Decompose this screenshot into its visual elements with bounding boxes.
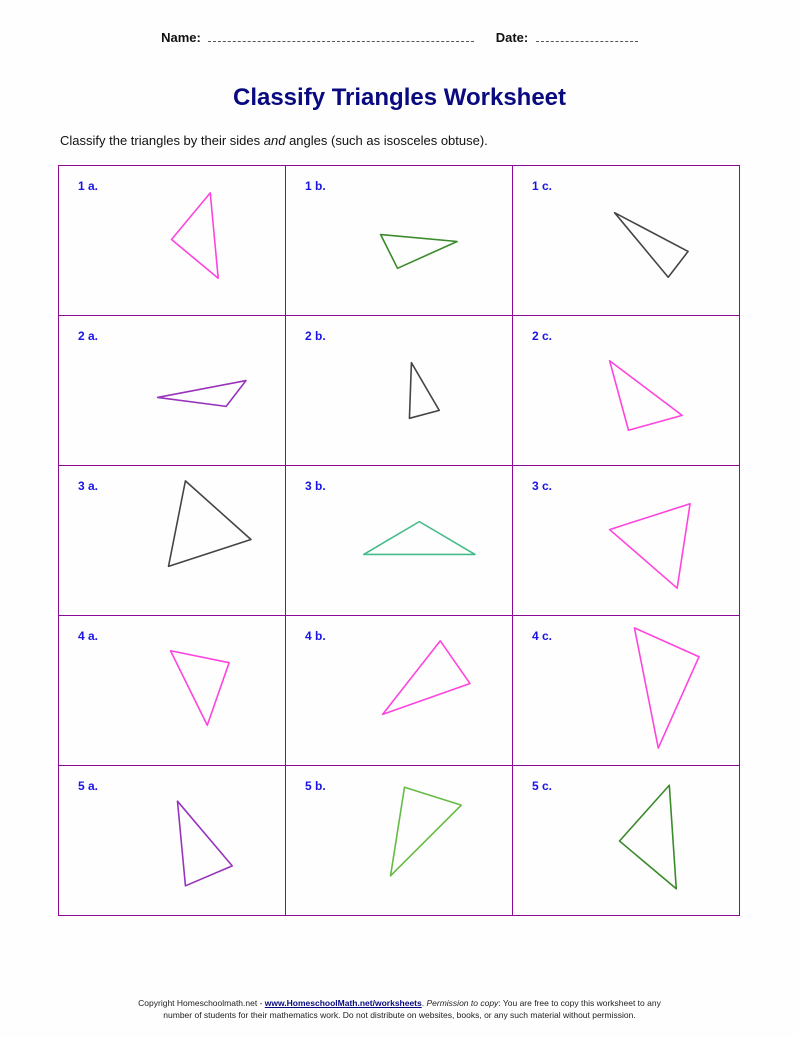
problem-grid — [58, 165, 740, 916]
problem-cell — [59, 616, 286, 766]
page-title: Classify Triangles Worksheet — [232, 84, 567, 111]
problem-label: 5 c. — [532, 779, 553, 793]
problem-cell — [513, 466, 739, 616]
problem-cell — [513, 316, 739, 466]
problem-label: 4 a. — [78, 629, 99, 643]
problem-cell — [286, 166, 513, 316]
triangle-figure — [286, 166, 512, 315]
problem-cell — [286, 616, 513, 766]
problem-label: 3 b. — [305, 479, 326, 493]
problem-cell — [59, 766, 286, 916]
copyright-text: Copyright Homeschoolmath.net - — [138, 998, 265, 1008]
footer-separator: . — [421, 998, 427, 1008]
triangle-figure — [59, 166, 285, 315]
triangle-figure — [513, 166, 739, 315]
triangle-icon — [620, 785, 677, 889]
problem-label: 2 c. — [532, 329, 553, 343]
problem-label: 5 b. — [305, 779, 326, 793]
problem-cell — [286, 466, 513, 616]
triangle-icon — [169, 481, 251, 566]
problem-cell — [513, 766, 739, 916]
triangle-icon — [615, 213, 689, 278]
permission-text: : You are free to copy this worksheet to any — [498, 998, 661, 1008]
problem-label: 1 c. — [532, 179, 553, 193]
problem-cell — [286, 766, 513, 916]
problem-label: 3 c. — [532, 479, 553, 493]
triangle-figure — [513, 466, 739, 615]
triangle-icon — [391, 787, 462, 876]
problem-label: 4 c. — [532, 629, 553, 643]
problem-label: 5 a. — [78, 779, 99, 793]
footer — [0, 997, 799, 1021]
problem-cell — [286, 316, 513, 466]
triangle-figure — [286, 766, 512, 916]
triangle-icon — [177, 801, 232, 886]
triangle-icon — [381, 235, 457, 269]
problem-cell — [59, 166, 286, 316]
triangle-icon — [610, 361, 683, 431]
name-label: Name: — [161, 30, 201, 45]
problem-label: 2 b. — [305, 329, 326, 343]
problem-cell — [59, 466, 286, 616]
triangle-figure — [286, 466, 512, 615]
triangle-figure — [59, 766, 285, 916]
worksheets-link[interactable]: www.HomeschoolMath.net/worksheets — [264, 998, 422, 1008]
problem-label: 1 b. — [305, 179, 326, 193]
permission-text-line2: number of students for their mathematics work. Do not distribute on websites, books, or any such material without permission. — [163, 1010, 636, 1020]
problem-cell — [513, 166, 739, 316]
triangle-icon — [610, 504, 690, 588]
instructions — [60, 133, 488, 148]
problem-cell — [59, 316, 286, 466]
triangle-figure — [59, 316, 285, 465]
triangle-figure — [513, 316, 739, 465]
date-label: Date: — [495, 30, 529, 45]
triangle-figure — [59, 616, 285, 765]
name-date-bar — [0, 30, 799, 45]
triangle-figure — [59, 466, 285, 615]
name-field[interactable] — [208, 31, 474, 42]
triangle-icon — [364, 522, 475, 555]
triangle-icon — [409, 363, 439, 419]
problem-label: 2 a. — [78, 329, 99, 343]
problem-label: 3 a. — [78, 479, 99, 493]
triangle-figure — [286, 316, 512, 465]
permission-label: Permission to copy — [426, 998, 499, 1008]
triangle-figure — [513, 766, 739, 916]
triangle-icon — [634, 628, 699, 748]
triangle-icon — [383, 641, 470, 715]
instructions-text: Classify the triangles by their sides — [60, 133, 264, 148]
problem-label: 4 b. — [305, 629, 326, 643]
instructions-text-end: angles (such as isosceles obtuse). — [285, 133, 488, 148]
instructions-emphasis: and — [263, 133, 286, 148]
triangle-figure — [286, 616, 512, 765]
problem-label: 1 a. — [78, 179, 99, 193]
date-field[interactable] — [536, 31, 638, 42]
triangle-icon — [171, 651, 230, 726]
triangle-figure — [513, 616, 739, 765]
triangle-icon — [158, 381, 246, 407]
triangle-icon — [172, 193, 219, 278]
problem-cell — [513, 616, 739, 766]
